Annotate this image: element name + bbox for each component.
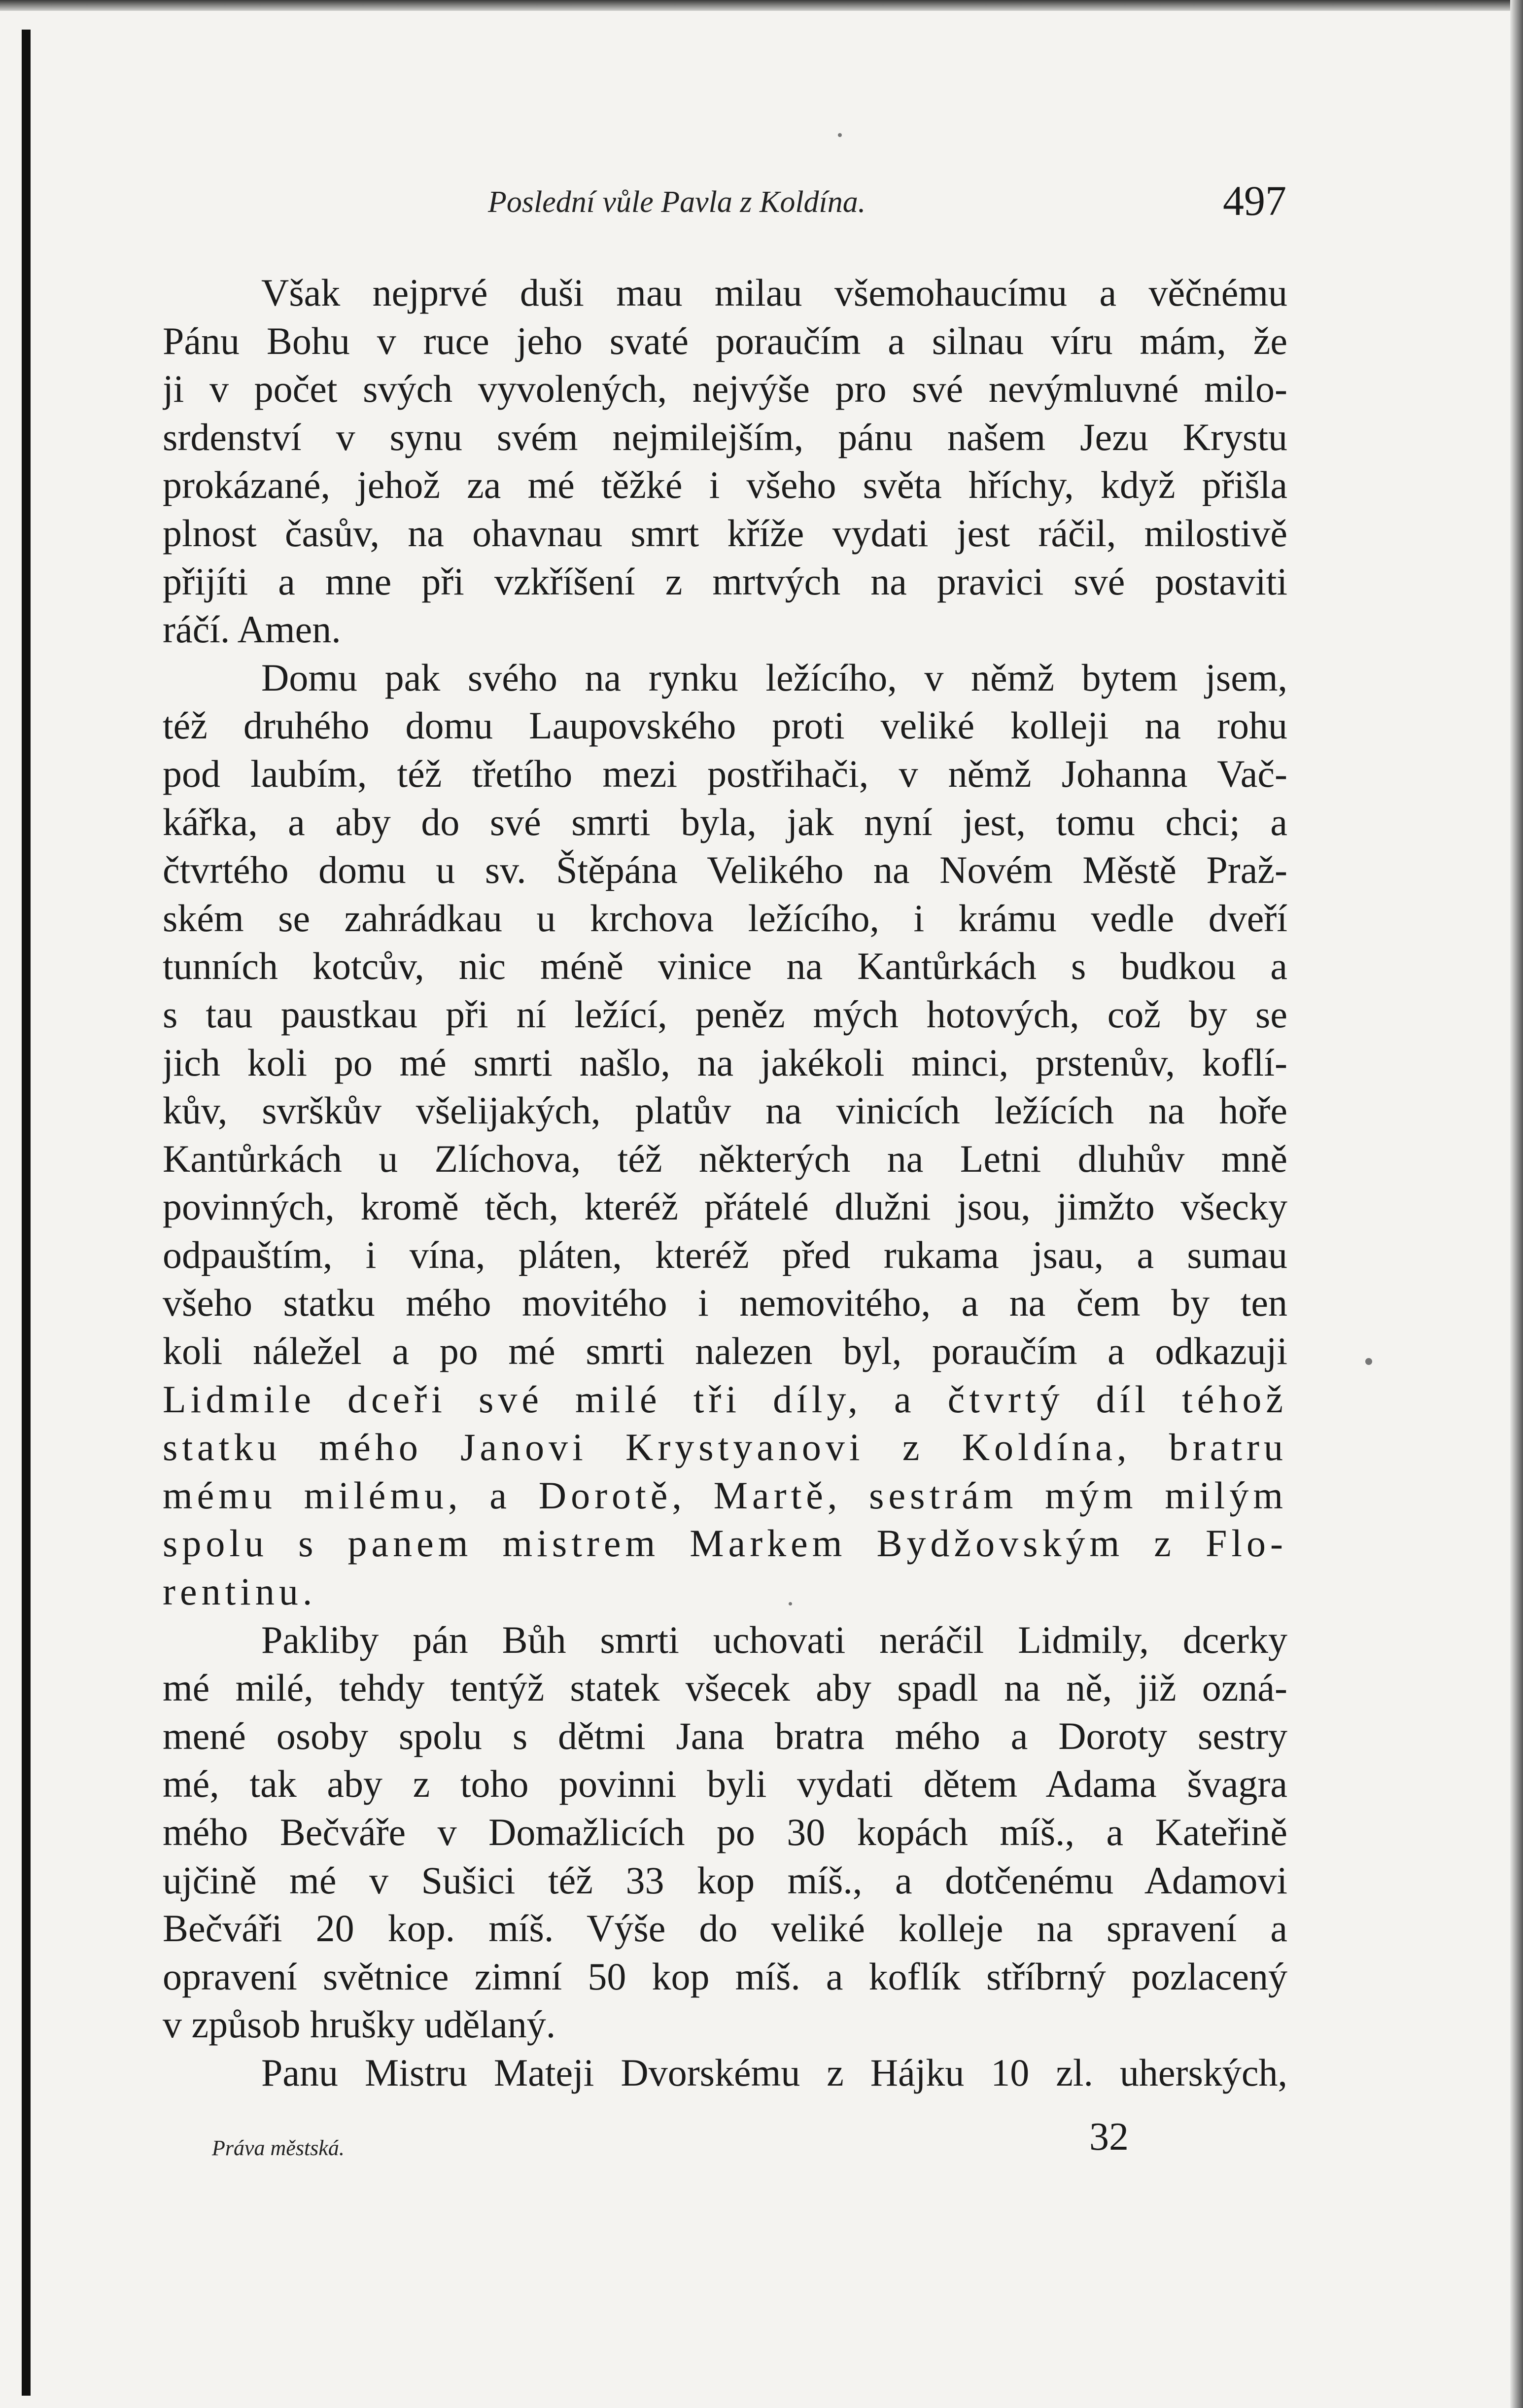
text-line: mené osoby spolu s dětmi Jana bratra mého a Doroty sestry xyxy=(163,1714,1287,1757)
page-header xyxy=(163,177,1286,227)
text-line: odpauštím, i vína, pláten, kteréž před rukama jsau, a sumau xyxy=(163,1233,1287,1276)
signature-mark: Práva městská. xyxy=(212,2136,345,2160)
page-number: 497 xyxy=(1223,177,1286,224)
text-line-spaced: spolu s panem mistrem Markem Bydžovským z Flo- xyxy=(163,1522,1287,1565)
text-line: Bečváři 20 kop. míš. Výše do veliké kolleje na spravení a xyxy=(163,1907,1287,1950)
paper-speck xyxy=(1365,1358,1372,1365)
text-line-spaced: rentinu. xyxy=(163,1570,317,1613)
text-line: mého Bečváře v Domažlicích po 30 kopách míš., a Kateřině xyxy=(163,1811,1287,1853)
text-line: ráčí. Amen. xyxy=(163,608,341,651)
text-line: Však nejprvé duši mau milau všemohaucímu a věčnému xyxy=(261,271,1287,314)
text-line: Pánu Bohu v ruce jeho svaté poraučím a silnau víru mám, že xyxy=(163,319,1287,362)
text-line: ském se zahrádkau u krchova ležícího, i krámu vedle dveří xyxy=(163,896,1287,940)
text-line: s tau paustkau při ní ležící, peněz mých hotových, což by se xyxy=(163,992,1287,1036)
page-footer xyxy=(212,2115,1198,2174)
text-line: Kantůrkách u Zlíchova, též některých na Letni dluhův mně xyxy=(163,1137,1287,1180)
text-line: kův, svrškův všelijakých, platův na vinicích ležících na hoře xyxy=(163,1089,1287,1132)
text-line-spaced: mému milému, a Dorotě, Martě, sestrám mým milým xyxy=(163,1473,1287,1517)
text-line: tunních kotcův, nic méně vinice na Kantůrkách s budkou a xyxy=(163,944,1287,988)
text-line: povinných, kromě těch, kteréž přátelé dlužni jsou, jimžto všecky xyxy=(163,1185,1287,1228)
text-line: Domu pak svého na rynku ležícího, v němž bytem jsem, xyxy=(261,656,1287,699)
text-line: plnost časův, na ohavnau smrt kříže vydati jest ráčil, milostivě xyxy=(163,511,1287,555)
text-line: kářka, a aby do své smrti byla, jak nyní jest, tomu chci; a xyxy=(163,800,1287,843)
text-line: koli náležel a po mé smrti nalezen byl, poraučím a odkazuji xyxy=(163,1329,1287,1373)
text-line: též druhého domu Laupovského proti veliké kolleji na rohu xyxy=(163,704,1287,747)
text-line: mé milé, tehdy tentýž statek všecek aby spadl na ně, již ozná- xyxy=(163,1666,1287,1710)
running-title: Poslední vůle Pavla z Koldína. xyxy=(488,185,866,219)
paper-speck xyxy=(789,1602,792,1605)
text-line: všeho statku mého movitého i nemovitého, a na čem by ten xyxy=(163,1281,1287,1325)
binding-edge xyxy=(22,30,31,2396)
text-line: čtvrtého domu u sv. Štěpána Velikého na Novém Městě Praž- xyxy=(163,848,1287,892)
text-line: opravení světnice zimní 50 kop míš. a koflík stříbrný pozlacený xyxy=(163,1954,1287,1998)
text-line-spaced: Lidmile dceři své milé tři díly, a čtvrtý díl téhož xyxy=(163,1377,1287,1421)
page-right-shadow xyxy=(1510,0,1523,2408)
paper-speck xyxy=(838,133,842,137)
text-line: prokázané, jehož za mé těžké i všeho světa hříchy, když přišla xyxy=(163,463,1287,507)
text-line: mé, tak aby z toho povinni byli vydati dětem Adama švagra xyxy=(163,1762,1287,1806)
text-line: jich koli po mé smrti našlo, na jakékoli minci, prstenův, koflí- xyxy=(163,1041,1287,1084)
page-top-shadow xyxy=(0,0,1523,11)
text-line: Pakliby pán Bůh smrti uchovati neráčil Lidmily, dcerky xyxy=(261,1618,1287,1661)
text-line: pod laubím, též třetího mezi postřihači, v němž Johanna Vač- xyxy=(163,752,1287,795)
text-line-spaced: statku mého Janovi Krystyanovi z Koldína, bratru xyxy=(163,1426,1287,1469)
text-line: ujčině mé v Sušici též 33 kop míš., a dotčenému Adamovi xyxy=(163,1858,1287,1902)
text-line: ji v počet svých vyvolených, nejvýše pro své nevýmluvné milo- xyxy=(163,367,1287,411)
text-line: přijíti a mne při vzkříšení z mrtvých na pravici své postaviti xyxy=(163,559,1287,603)
body-text xyxy=(163,269,1287,2097)
sheet-number: 32 xyxy=(1089,2115,1129,2159)
text-line: srdenství v synu svém nejmilejším, pánu našem Jezu Krystu xyxy=(163,415,1287,458)
text-line: Panu Mistru Mateji Dvorskému z Hájku 10 zl. uherských, xyxy=(261,2051,1287,2094)
text-line: v způsob hrušky udělaný. xyxy=(163,2003,556,2046)
